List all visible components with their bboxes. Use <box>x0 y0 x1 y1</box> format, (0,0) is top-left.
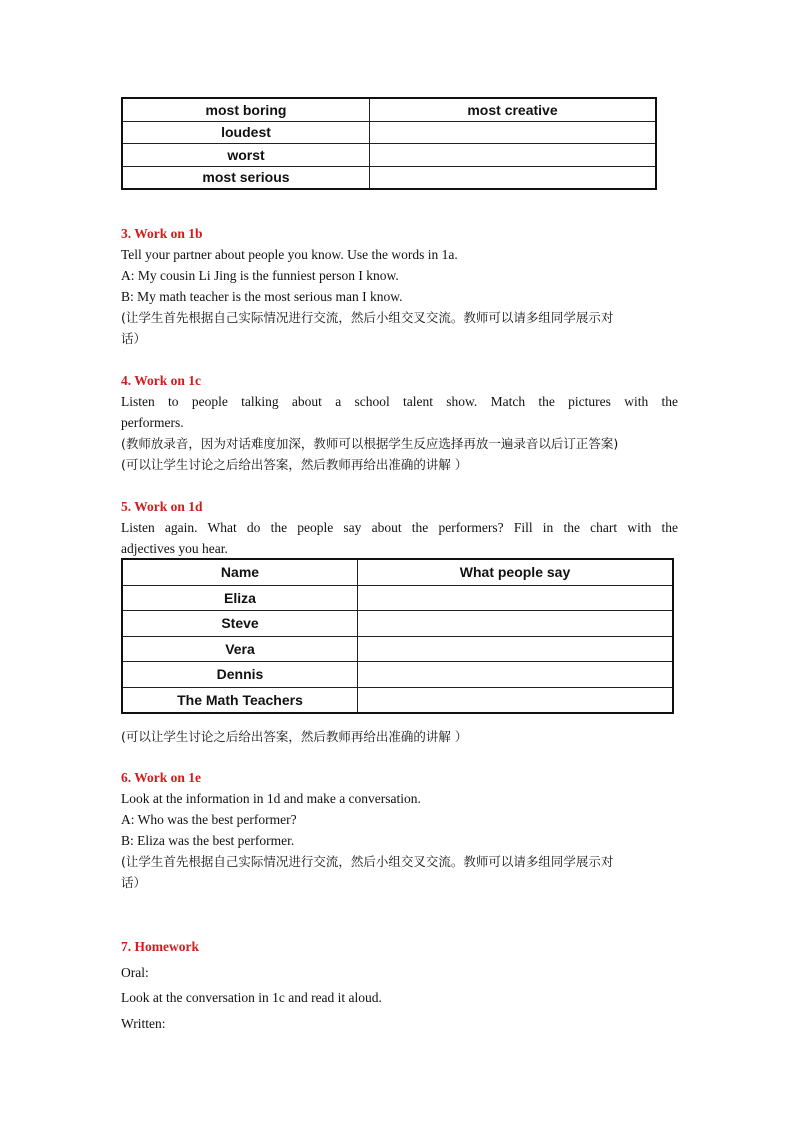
section-6-heading: 6. Work on 1e <box>121 770 202 785</box>
table-cell <box>370 144 657 167</box>
table-cell <box>358 687 674 713</box>
table-cell: Eliza <box>122 585 358 611</box>
table-cell: most creative <box>370 98 657 121</box>
section-3-note: (让学生首先根据自己实际情况进行交流，然后小组交叉交流。教师可以请多组同学展示对 <box>121 310 614 325</box>
table-cell: worst <box>122 144 370 167</box>
oral-label: Oral: <box>121 965 149 980</box>
section-5-note: (可以让学生讨论之后给出答案，然后教师再给出准确的讲解 ） <box>121 729 468 744</box>
section-3-note-cont: 话） <box>121 331 147 346</box>
table-row <box>122 585 673 611</box>
section-4-note: (教师放录音，因为对话难度加深，教师可以根据学生反应选择再放一遍录音以后订正答案) <box>121 436 619 451</box>
table-header-row <box>122 559 673 585</box>
table-cell <box>358 662 674 688</box>
table-cell: Vera <box>122 636 358 662</box>
column-header: Name <box>122 559 358 585</box>
section-6-line-a: A: Who was the best performer? <box>121 812 297 827</box>
oral-task: Look at the conversation in 1c and read it aloud. <box>121 990 382 1005</box>
performers-table <box>121 558 674 714</box>
section-4-note-2: (可以让学生讨论之后给出答案，然后教师再给出准确的讲解 ） <box>121 457 468 472</box>
section-3-line-b: B: My math teacher is the most serious man I know. <box>121 289 403 304</box>
section-6-note-cont: 话） <box>121 875 147 890</box>
section-3-instruction: Tell your partner about people you know. Use the words in 1a. <box>121 247 458 262</box>
table-row <box>122 636 673 662</box>
table-cell <box>370 121 657 144</box>
section-5-heading: 5. Work on 1d <box>121 499 203 514</box>
table-cell: The Math Teachers <box>122 687 358 713</box>
table-cell <box>358 585 674 611</box>
superlatives-table <box>121 97 657 190</box>
section-3-heading: 3. Work on 1b <box>121 226 203 241</box>
section-6-instruction: Look at the information in 1d and make a conversation. <box>121 791 421 806</box>
table-cell: Steve <box>122 611 358 637</box>
section-4-instruction-cont: performers. <box>121 415 184 430</box>
section-5-instruction: Listen again. What do the people say about the performers? Fill in the chart with the <box>121 520 678 535</box>
column-header: What people say <box>358 559 674 585</box>
written-label: Written: <box>121 1016 166 1031</box>
section-6-note: (让学生首先根据自己实际情况进行交流，然后小组交叉交流。教师可以请多组同学展示对 <box>121 854 614 869</box>
table-cell: most boring <box>122 98 370 121</box>
section-3-line-a: A: My cousin Li Jing is the funniest person I know. <box>121 268 399 283</box>
table-cell <box>358 636 674 662</box>
table-cell: most serious <box>122 166 370 189</box>
table-row <box>122 662 673 688</box>
table-cell: Dennis <box>122 662 358 688</box>
table-row <box>122 611 673 637</box>
section-5-instruction-cont: adjectives you hear. <box>121 541 228 556</box>
section-6-line-b: B: Eliza was the best performer. <box>121 833 295 848</box>
table-cell <box>370 166 657 189</box>
table-cell: loudest <box>122 121 370 144</box>
section-7-heading: 7. Homework <box>121 939 199 954</box>
table-cell <box>358 611 674 637</box>
table-row <box>122 121 656 144</box>
section-4-instruction: Listen to people talking about a school talent show. Match the pictures with the <box>121 394 678 409</box>
table-row <box>122 98 656 121</box>
table-row <box>122 166 656 189</box>
section-4-heading: 4. Work on 1c <box>121 373 202 388</box>
table-row <box>122 687 673 713</box>
table-row <box>122 144 656 167</box>
